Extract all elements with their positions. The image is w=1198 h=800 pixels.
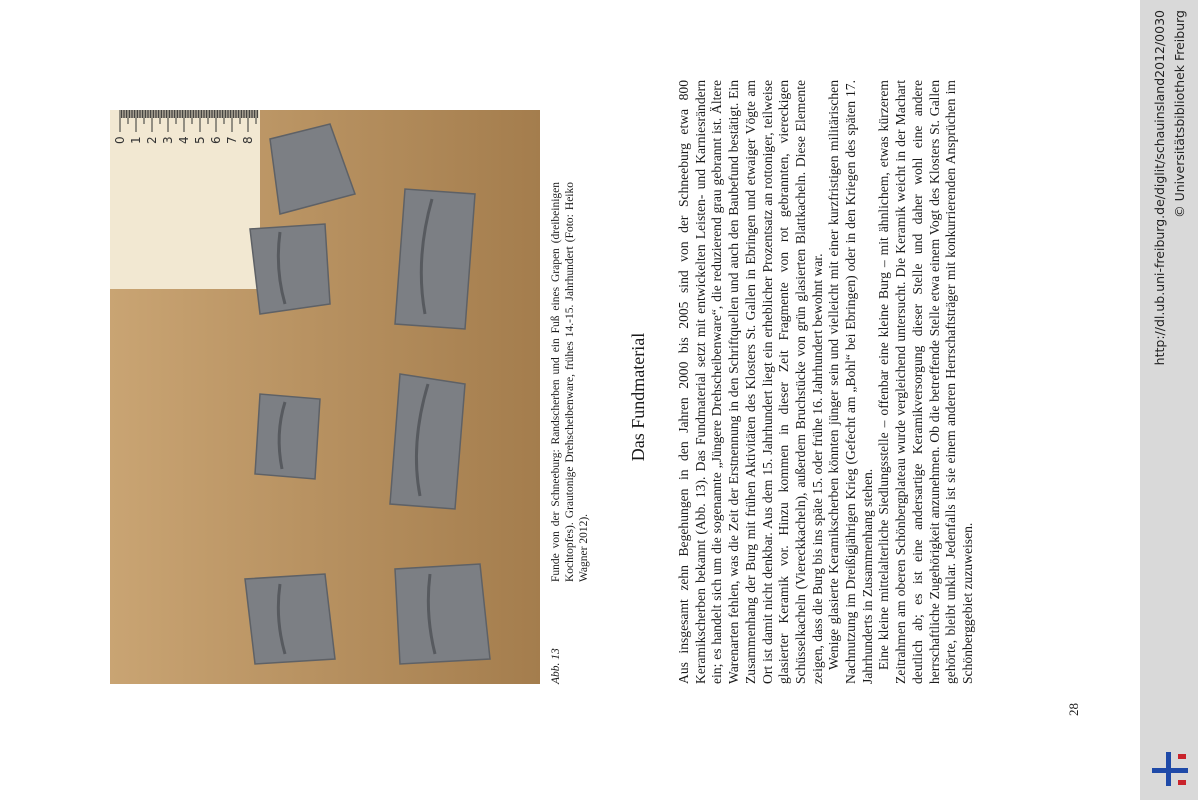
sherd-rim-4 [395, 564, 490, 664]
figure-label: Abb. 13 [550, 648, 562, 684]
ruler-number: 2 [145, 136, 159, 144]
sherd-rim-3 [250, 224, 330, 314]
ruler-number: 3 [161, 136, 175, 144]
section-heading: Das Fundmaterial [628, 332, 648, 462]
sherd-rim-5 [390, 374, 465, 509]
sherd-rim-1 [245, 574, 335, 664]
ruler-number: 7 [225, 136, 239, 144]
ruler-number: 4 [177, 136, 191, 144]
university-library-logo-icon [1150, 748, 1190, 788]
sidebar-text [1140, 0, 1198, 800]
ruler-number: 1 [129, 136, 143, 144]
paragraph: Aus insgesamt zehn Begehungen in den Jahren 2000 bis 2005 sind von der Schneeburg etwa 800 Keramikscherben bekannt (Abb. 13). Das Fundmaterial setzt mit entwickelten Leisten- und Karniesrändern ein; es handelt sich um die sogenannte „Jüngere Drehscheibenware“, die reduzierend grau gebrannt ist. Ältere Warenarten fehlen, was die Zeit der Erstnennung in den Schriftquellen und auch den Baubefund bestätigt. Ein Zusammenhang der Burg mit frühen Aktivitäten des Klosters St. Gallen in Ebringen und etwaiger Vögte am Ort ist damit nicht denkbar. Aus dem 15. Jahrhundert liegt ein erheblicher Prozentsatz an rottoniger, teilweise glasierter Keramik vor. Hinzu kommen in dieser Zeit Fragmente von rot gebrannten, viereckigen Schüsselkacheln (Viereckkacheln), außerdem Bruchstücke von grün glasierten Blattkacheln. Diese Elemente zeigen, dass die Burg bis ins späte 15. oder frühe 16. Jahrhundert bewohnt war. [676, 80, 825, 684]
library-sidebar [1140, 0, 1198, 800]
page-number: 28 [1066, 703, 1081, 716]
ruler-number: 8 [241, 136, 255, 144]
paragraph: Eine kleine mittelalterliche Siedlungsstelle – offenbar eine kleine Burg – mit ähnlichem, etwas kürzerem Zeitrahmen am oberen Schönbergplateau wurde vergleichend untersucht. Die Keramik weicht in der Machart deutlich ab; es ist eine andersartige Keramikversorgung dieser Stelle und daher wohl eine andere herrschaftliche Zugehörigkeit anzunehmen. Ob die betreffende Stelle etwa einem Vogt des Klosters St. Gallen gehörte, bleibt unklar. Jedenfalls ist sie einem anderen Herrschaftsträger mit konkurrierenden Ansprüchen im Schönberggebiet zuzuweisen. [876, 80, 975, 684]
figure-caption: Funde von der Schneeburg: Randscherben und ein Fuß eines Grapen (dreibeinigen Kochtopfes). Grautonige Drehscheibenware, frühes 14.-15. Jahrhundert (Foto: Heiko Wagner 2012). [550, 182, 590, 582]
body-text [676, 80, 977, 684]
copyright-notice: © Universitätsbibliothek Freiburg [1172, 10, 1187, 218]
paragraph: Wenige glasierte Keramikscherben könnten jünger sein und vielleicht mit einer kurzfristigen militärischen Nachnutzung im Dreißigjährigen Krieg (Gefecht am „Bohl“ bei Ebringen) oder in den Kriegen des späten 17. Jahrhunderts in Zusammenhang stehen. [826, 80, 875, 684]
ruler-number: 0 [113, 136, 127, 144]
ruler-number: 6 [209, 136, 223, 144]
sherd-rim-2 [255, 394, 320, 479]
finds-photograph [110, 110, 540, 684]
sherd-rim-6 [395, 189, 475, 329]
source-url-link[interactable]: http://dl.ub.uni-freiburg.de/diglit/schauinsland2012/0030 [1152, 10, 1167, 366]
ruler-number: 5 [193, 136, 207, 144]
pottery-sherds-image [110, 110, 540, 684]
